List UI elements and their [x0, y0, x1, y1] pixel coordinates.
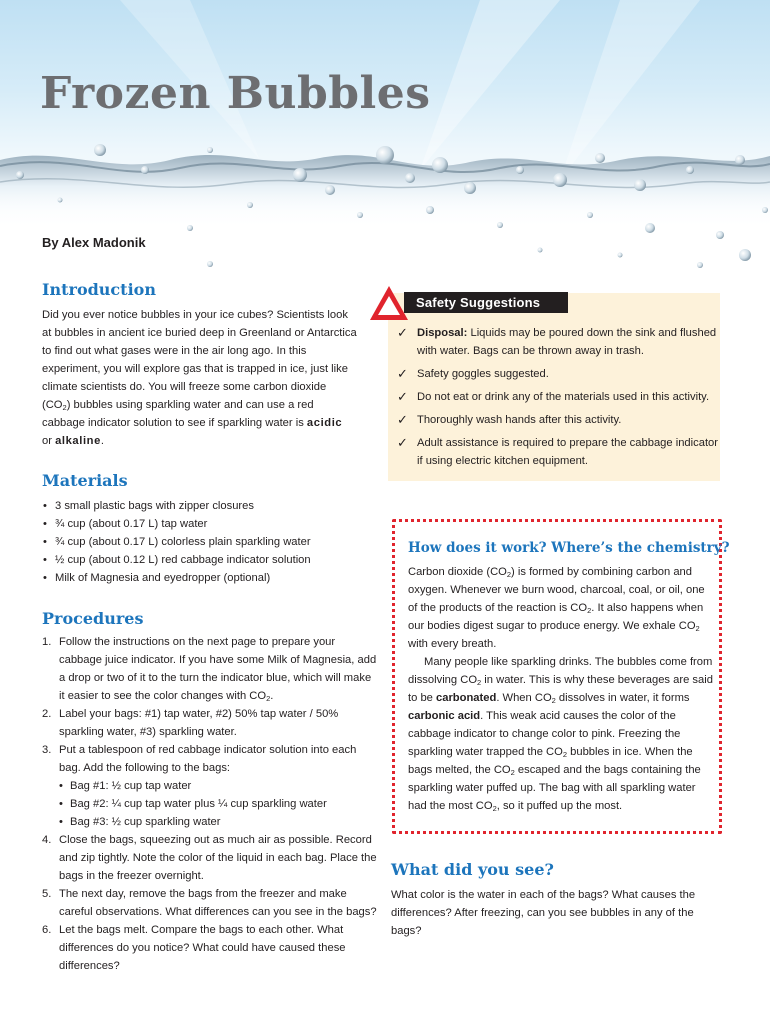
water-splash-illustration: [0, 0, 770, 300]
list-item: • Bag #3: ½ cup sparkling water: [59, 813, 377, 831]
term-carbonic-acid: carbonic acid: [408, 710, 481, 722]
chemistry-text: Carbon dioxide $(CO_2)$ is formed by combining carbon and oxygen. Whenever we burn wood, charcoal, coal, or oil, one of the products of the reaction is $CO_2$. It also happens when our bodies digest sugar to produce energy. We exhale $CO_2$ with every breath. Many people like sparkling drinks. The bubbles come from dissolving $CO_2$ in water. This is why these beverages are said to be carbonated. When $CO_2$ dissolves in water, it forms carbonic acid. This weak acid causes the color of the cabbage indicator to change color to pink. Freezing the sparkling water trapped the $CO_2$ bubbles in ice. When the bags melted, the $CO_2$ escaped and the bags containing the sparkling water puffed up. The bag with all sparkling water had the most $CO_2$, so it puffed up the most.: [408, 566, 713, 813]
introduction-heading: Introduction: [42, 280, 156, 299]
safety-list: [397, 324, 719, 475]
list-item: ✓ Do not eat or drink any of the materials used in this activity.: [397, 389, 710, 404]
what-did-you-see-text: What color is the water in each of the bags? What causes the differences? After freezing, can you see bubbles in any of the bags?: [391, 889, 696, 937]
checkmark-icon: ✓: [397, 412, 408, 427]
list-item: • ¾ cup (about 0.17 L) colorless plain sparkling water: [42, 533, 372, 551]
author-byline: By Alex Madonik: [42, 235, 146, 250]
term-carbonated: carbonated: [436, 692, 497, 704]
list-item: • Bag #2: ¼ cup tap water plus ¼ cup sparkling water: [59, 795, 377, 813]
list-item: • Milk of Magnesia and eyedropper (optional): [42, 569, 372, 587]
materials-heading: Materials: [42, 471, 128, 490]
checkmark-icon: ✓: [397, 389, 408, 404]
list-item: ✓ Safety goggles suggested.: [397, 366, 549, 381]
list-item: • ½ cup (about 0.12 L) red cabbage indicator solution: [42, 551, 372, 569]
list-item: 6. Let the bags melt. Compare the bags to each other. What differences do you notice? What could have caused these differences?: [42, 924, 346, 972]
list-item: 2. Label your bags: #1) tap water, #2) 50% tap water / 50% sparkling water, #3) sparkling water.: [42, 708, 339, 738]
procedures-heading: Procedures: [42, 609, 144, 628]
materials-list: [42, 497, 372, 587]
list-item: • ¾ cup (about 0.17 L) tap water: [42, 515, 372, 533]
page-title: Frozen Bubbles: [40, 68, 431, 119]
bag-list: [59, 777, 377, 831]
checkmark-icon: ✓: [397, 366, 408, 381]
chemistry-heading: How does it work? Where’s the chemistry?: [408, 540, 730, 556]
what-did-you-see-heading: What did you see?: [391, 860, 554, 879]
list-item: • 3 small plastic bags with zipper closures: [42, 497, 372, 515]
list-item: ✓ Adult assistance is required to prepare the cabbage indicator if using electric kitchen equipment.: [397, 435, 719, 467]
list-item: 4. Close the bags, squeezing out as much air as possible. Record and zip tightly. Note the color of the liquid in each bag. Place the bags in the freezer overnight.: [42, 834, 377, 882]
checkmark-icon: ✓: [397, 435, 408, 450]
checkmark-icon: ✓: [397, 325, 408, 340]
list-item: 5. The next day, remove the bags from the freezer and make careful observations. What differences can you see in the bags?: [42, 888, 377, 918]
list-item: 3. Put a tablespoon of red cabbage indicator solution into each bag. Add the following to the bags: • Bag #1: ½ cup tap water • Bag #2: ¼ cup tap water plus ¼ cup sparkling water • Bag #3: ½ cup sparkling water: [42, 741, 377, 831]
safety-heading: Safety Suggestions: [404, 292, 568, 313]
procedures-list: [42, 633, 377, 975]
term-alkaline: alkaline: [55, 435, 101, 447]
term-acidic: acidic: [306, 417, 343, 429]
list-item: ✓ Thoroughly wash hands after this activity.: [397, 412, 622, 427]
list-item: ✓ Disposal: Liquids may be poured down the sink and flushed with water. Bags can be thrown away in trash.: [397, 325, 717, 357]
water-splash-header: [0, 0, 770, 300]
introduction-text: Did you ever notice bubbles in your ice cubes? Scientists look at bubbles in ancient ice buried deep in Greenland or Antarctica to find out what gases were in the air long ago. In this experiment, you will explore gas that is trapped in ice, just like climate scientists do. You will freeze some carbon dioxide $(CO_2)$ bubbles using sparkling water and can use a red cabbage indicator solution to see if sparkling water is acidic or alkaline.: [42, 309, 357, 447]
list-item: 1. Follow the instructions on the next page to prepare your cabbage juice indicator. If you have some Milk of Magnesia, add a drop or two of it to the turn the indicator blue, which will make it easier to see the color changes with $CO_2$.: [42, 636, 377, 703]
list-item: • Bag #1: ½ cup tap water: [59, 777, 377, 795]
